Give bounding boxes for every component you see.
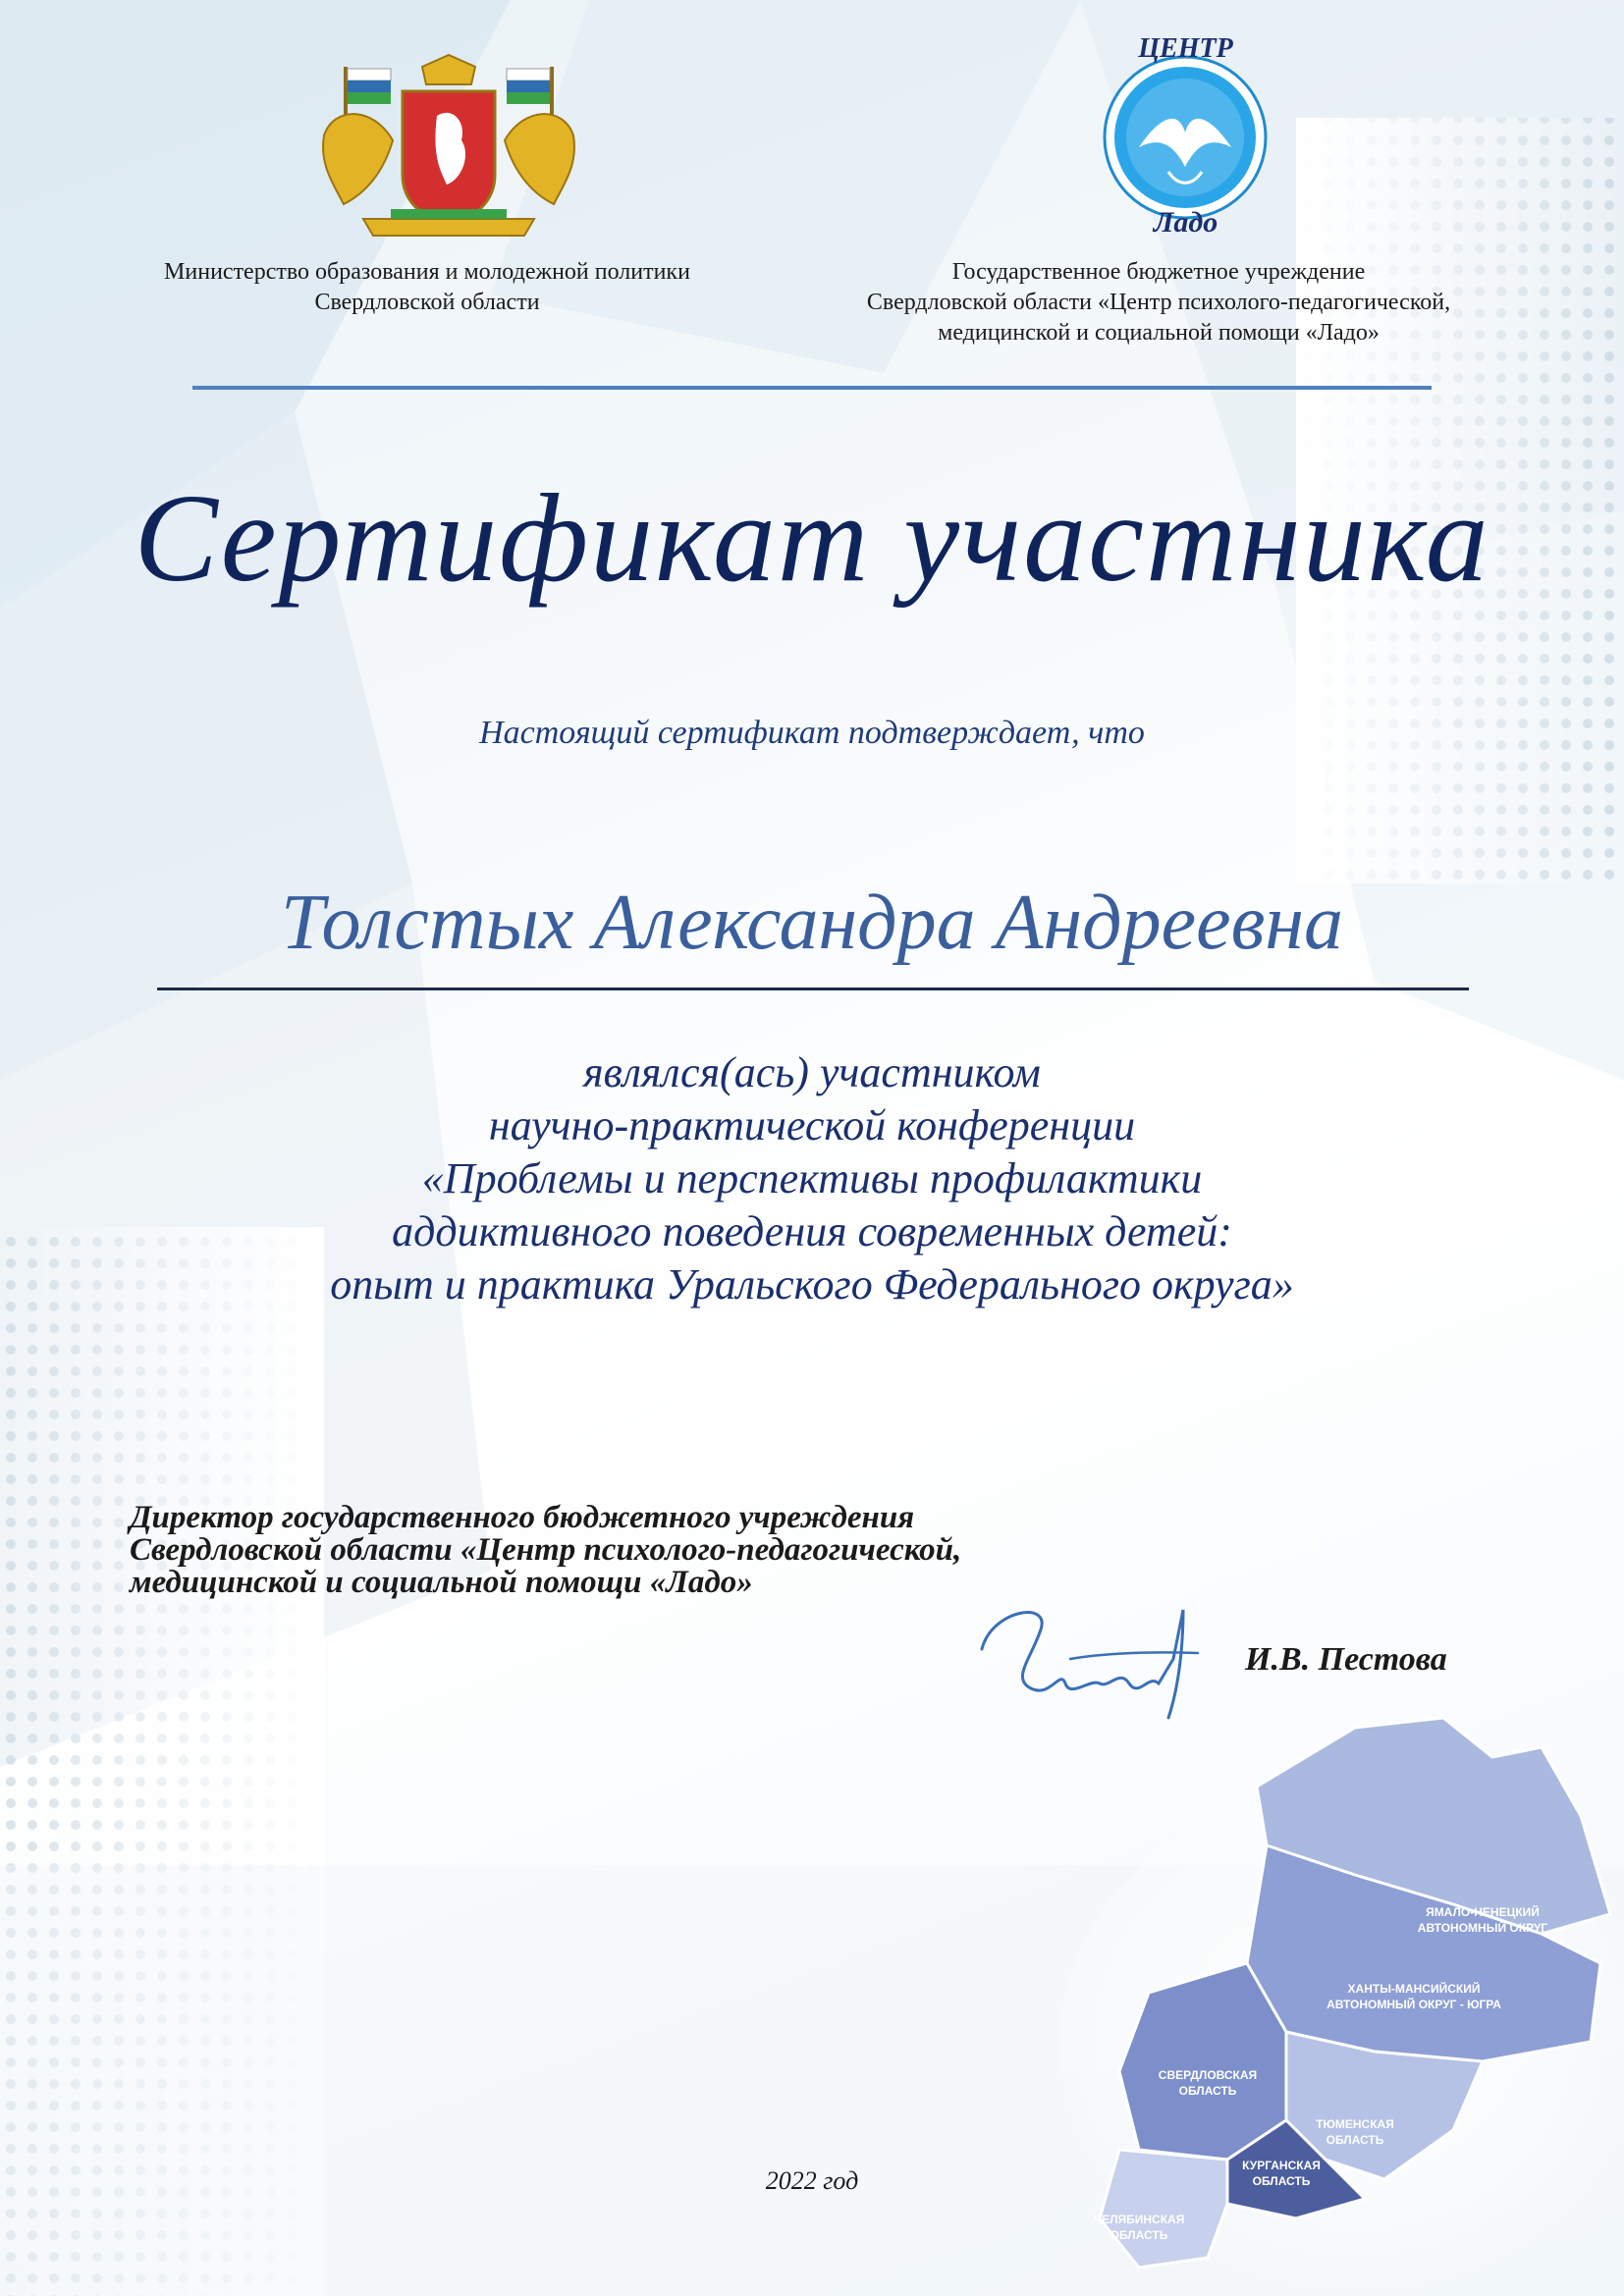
map-label-chelyabinsk-1: ЧЕЛЯБИНСКАЯ — [1093, 2213, 1185, 2226]
recipient-name: Толстых Александра Андреевна — [280, 880, 1344, 966]
map-label-sverdlovsk-2: ОБЛАСТЬ — [1178, 2084, 1237, 2098]
certificate-body: являлся(ась) участником научно-практической конференции «Проблемы и перспективы профилактики аддиктивного поведения современных детей: опыт и практика Уральского Федерального округа» — [330, 1048, 1294, 1308]
director-title: Директор государственного бюджетного учреждения Свердловской области «Центр психолого-педагогической, медицинской и социальной помощи «Ладо» — [130, 1500, 962, 1600]
map-label-tyumen-2: ОБЛАСТЬ — [1326, 2133, 1384, 2147]
header-divider — [192, 386, 1432, 390]
ural-district-map — [1031, 1669, 1624, 2296]
lado-logo-bottom-text: Ладо — [1153, 206, 1218, 239]
map-label-kurgan-1: КУРГАНСКАЯ — [1242, 2159, 1321, 2172]
lado-logo-top-text: ЦЕНТР — [1138, 33, 1233, 64]
left-org-name: Министерство образования и молодежной политики Свердловской области — [164, 259, 690, 315]
map-label-sverdlovsk-1: СВЕРДЛОВСКАЯ — [1158, 2068, 1258, 2082]
map-label-yamal-2: АВТОНОМНЫЙ ОКРУГ — [1417, 1921, 1548, 1935]
certificate-title: Сертификат участника — [134, 468, 1490, 608]
map-label-chelyabinsk-2: ОБЛАСТЬ — [1110, 2228, 1168, 2242]
coat-of-arms-icon — [304, 47, 593, 243]
map-label-khanty-2: АВТОНОМНЫЙ ОКРУГ - ЮГРА — [1326, 1998, 1501, 2011]
certificate-year: 2022 год — [765, 2166, 859, 2195]
signer-name: И.В. Пестова — [1245, 1641, 1447, 1678]
map-label-yamal-1: ЯМАЛО-НЕНЕЦКИЙ — [1426, 1905, 1540, 1919]
right-org-name: Государственное бюджетное учреждение Свердловской области «Центр психолого-педагогической, медицинской и социальной помощи «Ладо» — [866, 259, 1451, 346]
certificate-subtitle: Настоящий сертификат подтверждает, что — [479, 715, 1145, 751]
map-label-kurgan-2: ОБЛАСТЬ — [1252, 2174, 1311, 2188]
name-underline — [157, 988, 1469, 990]
map-label-khanty-1: ХАНТЫ-МАНСИЙСКИЙ — [1347, 1982, 1481, 1996]
map-label-tyumen-1: ТЮМЕНСКАЯ — [1316, 2117, 1394, 2131]
